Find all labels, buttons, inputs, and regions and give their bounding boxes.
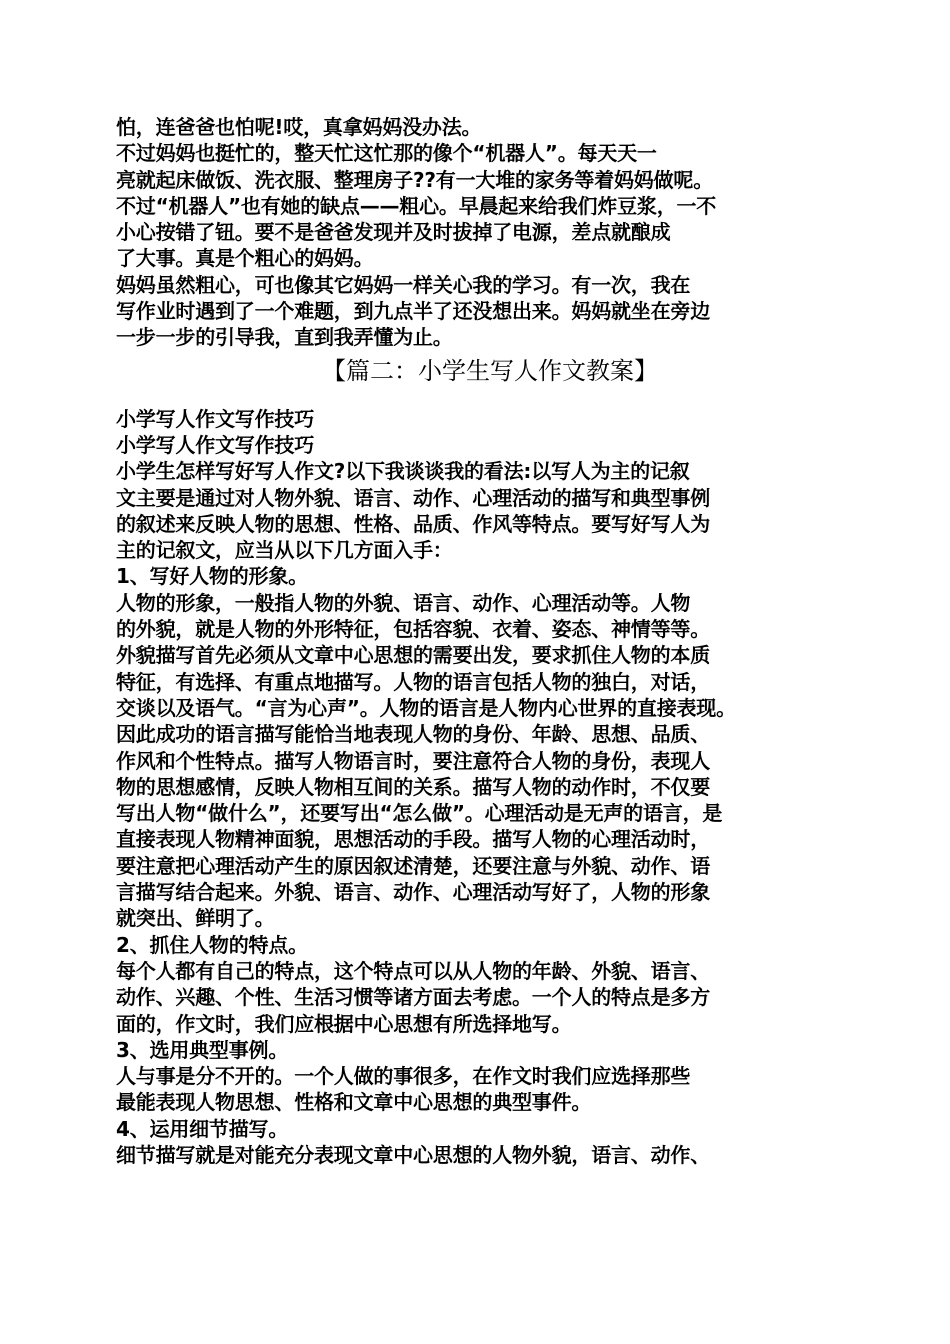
writing-tips-section xyxy=(116,406,836,1169)
story-continuation xyxy=(116,114,836,351)
text-line: 写作业时遇到了一个难题，到九点半了还没想出来。妈妈就坐在旁边 xyxy=(116,299,710,324)
text-line: 4、运用细节描写。 xyxy=(116,1116,289,1141)
text-line: 言描写结合起来。外貌、语言、动作、心理活动写好了，人物的形象 xyxy=(116,880,710,905)
text-line: 了大事。真是个粗心的妈妈。 xyxy=(116,246,374,271)
text-line: 动作、兴趣、个性、生活习惯等诸方面去考虑。一个人的特点是多方 xyxy=(116,985,710,1010)
text-line: 人物的形象，一般指人物的外貌、语言、动作、心理活动等。人物 xyxy=(116,590,691,615)
text-line: 每个人都有自己的特点，这个特点可以从人物的年龄、外貌、语言、 xyxy=(116,958,710,983)
text-line: 小学写人作文写作技巧 xyxy=(116,406,314,431)
text-line: 主的记叙文，应当从以下几方面入手： xyxy=(116,538,453,563)
text-line: 不过“机器人”也有她的缺点——粗心。早晨起来给我们炸豆浆，一不 xyxy=(116,193,717,218)
text-line: 细节描写就是对能充分表现文章中心思想的人物外貌，语言、动作、 xyxy=(116,1142,710,1167)
text-line: 作风和个性特点。描写人物语言时，要注意符合人物的身份，表现人 xyxy=(116,748,710,773)
text-line: 物的思想感情，反映人物相互间的关系。描写人物的动作时，不仅要 xyxy=(116,774,710,799)
text-line: 因此成功的语言描写能恰当地表现人物的身份、年龄、思想、品质、 xyxy=(116,722,710,747)
text-line: 不过妈妈也挺忙的，整天忙这忙那的像个“机器人”。每天天一 xyxy=(116,141,657,166)
text-line: 小学写人作文写作技巧 xyxy=(116,432,314,457)
text-line: 面的，作文时，我们应根据中心思想有所选择地写。 xyxy=(116,1011,572,1036)
text-line: 怕，连爸爸也怕呢!哎，真拿妈妈没办法。 xyxy=(116,115,482,139)
text-line: 写出人物“做什么”，还要写出“怎么做”。心理活动是无声的语言，是 xyxy=(116,801,723,826)
text-line: 小心按错了钮。要不是爸爸发现并及时拔掉了电源，差点就酿成 xyxy=(116,220,671,245)
text-line: 特征，有选择、有重点地描写。人物的语言包括人物的独白，对话， xyxy=(116,669,710,694)
text-line: 文主要是通过对人物外貌、语言、动作、心理活动的描写和典型事例 xyxy=(116,485,710,510)
text-line: 最能表现人物思想、性格和文章中心思想的典型事件。 xyxy=(116,1090,592,1115)
text-line: 1、写好人物的形象。 xyxy=(116,564,308,589)
text-line: 亮就起床做饭、洗衣服、整理房子??有一大堆的家务等着妈妈做呢。 xyxy=(116,167,714,192)
text-line: 妈妈虽然粗心，可也像其它妈妈一样关心我的学习。有一次，我在 xyxy=(116,272,691,297)
section-heading: 【篇二：小学生写人作文教案】 xyxy=(322,356,658,385)
text-line: 的外貌，就是人物的外形特征，包括容貌、衣着、姿态、神情等等。 xyxy=(116,617,710,642)
text-line: 要注意把心理活动产生的原因叙述清楚，还要注意与外貌、动作、语 xyxy=(116,853,710,878)
text-line: 直接表现人物精神面貌，思想活动的手段。描写人物的心理活动时， xyxy=(116,827,710,852)
text-line: 交谈以及语气。“言为心声”。人物的语言是人物内心世界的直接表现。 xyxy=(116,695,736,720)
text-line: 就突出、鲜明了。 xyxy=(116,906,275,931)
text-line: 2、抓住人物的特点。 xyxy=(116,932,308,957)
text-line: 的叙述来反映人物的思想、性格、品质、作风等特点。要写好写人为 xyxy=(116,511,710,536)
text-line: 人与事是分不开的。一个人做的事很多，在作文时我们应选择那些 xyxy=(116,1064,691,1089)
text-line: 3、选用典型事例。 xyxy=(116,1037,289,1062)
document-page xyxy=(116,114,836,1168)
text-line: 小学生怎样写好写人作文?以下我谈谈我的看法:以写人为主的记叙 xyxy=(116,459,690,484)
text-line: 一步一步的引导我，直到我弄懂为止。 xyxy=(116,325,453,350)
text-line: 外貌描写首先必须从文章中心思想的需要出发，要求抓住人物的本质 xyxy=(116,643,710,668)
